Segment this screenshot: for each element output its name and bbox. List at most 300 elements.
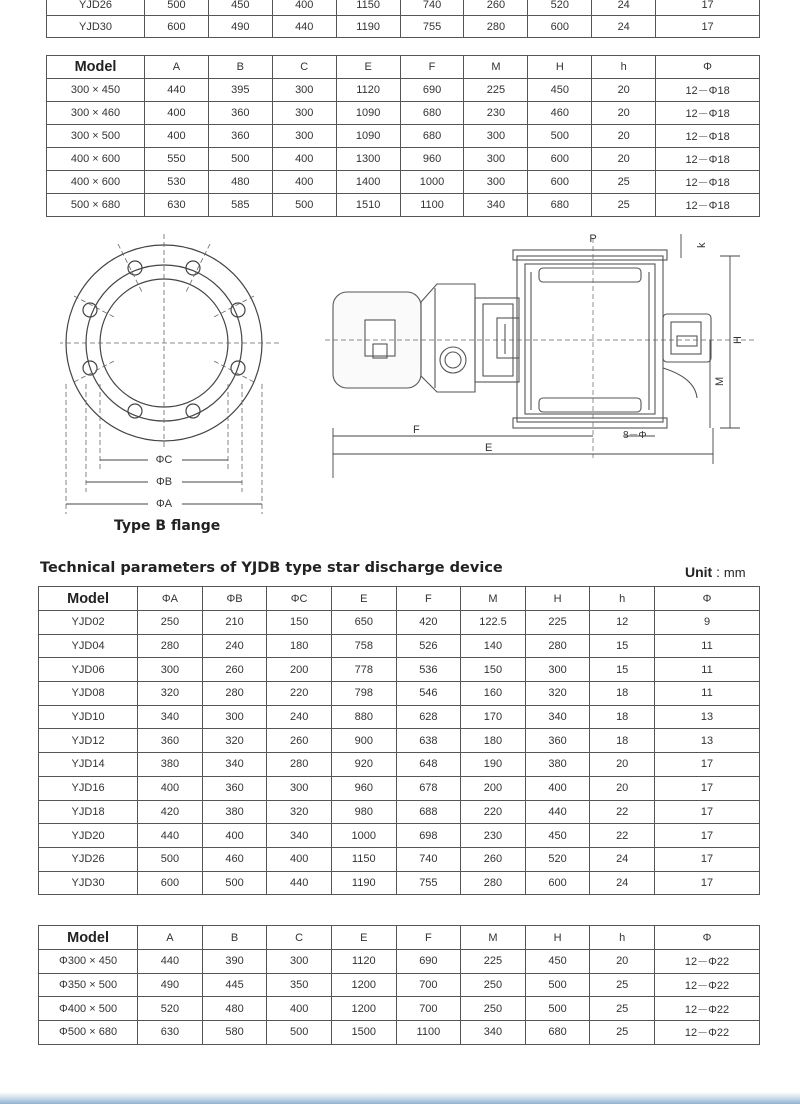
table-cell: 740 [396,847,461,871]
table-cell: 220 [461,800,526,824]
table-cell: 300 [202,705,267,729]
table-cell: 700 [396,973,461,997]
table-cell: 300 [138,658,203,682]
table-cell: 500 [272,194,336,217]
table-cell: 340 [202,753,267,777]
column-header: A [145,56,209,79]
table-cell: 340 [138,705,203,729]
table-cell: 220 [267,682,332,706]
table-cell: 24 [590,871,655,895]
table-cell: 20 [592,79,656,102]
bolt-spec-label: 8－Φ [623,430,647,441]
table-row [39,634,760,658]
table-cell: 1150 [331,847,396,871]
table-cell: YJD10 [39,705,138,729]
table-cell: 12－Φ18 [656,194,760,217]
table-cell: 880 [331,705,396,729]
table-cell: 600 [528,16,592,38]
column-header: ΦA [138,587,203,611]
table-cell: 1200 [331,997,396,1021]
table-cell: 240 [267,705,332,729]
table-cell: 170 [461,705,526,729]
bottom-banner-edge [0,1092,800,1104]
table-cell: 300 [272,125,336,148]
table-cell: 13 [655,729,760,753]
table-cell: 648 [396,753,461,777]
table-cell: 900 [331,729,396,753]
table-cell: 440 [138,950,203,974]
table-cell: 360 [525,729,590,753]
section-title: Technical parameters of YJDB type star discharge device [40,560,503,576]
table-cell: 300 [464,148,528,171]
table-cell: 11 [655,682,760,706]
table-row [39,729,760,753]
table-cell: 1500 [331,1021,396,1045]
column-header: M [461,926,526,950]
table-cell: 20 [592,148,656,171]
table-cell: 320 [267,800,332,824]
table-cell: 15 [590,658,655,682]
type-b-flange-drawing [60,234,320,514]
table-cell: 12－Φ18 [656,125,760,148]
table-row [47,125,760,148]
table-cell: 11 [655,658,760,682]
table-cell: YJD30 [39,871,138,895]
table-cell: 300 [272,102,336,125]
unit-note [685,564,746,580]
table-cell: 180 [267,634,332,658]
table-cell: 160 [461,682,526,706]
table-cell: 140 [461,634,526,658]
table-cell: 190 [461,753,526,777]
table-cell: 12 [590,611,655,635]
table-cell: 300 [267,950,332,974]
column-header: B [202,926,267,950]
table-cell: 260 [202,658,267,682]
table-cell: Φ350 × 500 [39,973,138,997]
column-header: h [592,56,656,79]
table-cell: 260 [267,729,332,753]
column-header: F [400,56,464,79]
table-cell: 500 [528,125,592,148]
table-cell: 150 [461,658,526,682]
table-cell: YJD12 [39,729,138,753]
table-cell: 20 [592,125,656,148]
table-cell: 18 [590,729,655,753]
table-row [39,658,760,682]
table-cell: 536 [396,658,461,682]
table-cell: 480 [208,171,272,194]
table-cell: 400 × 600 [47,148,145,171]
column-header: h [590,926,655,950]
table-cell: 360 [208,102,272,125]
table-cell: 280 [138,634,203,658]
table-cell: 600 [528,148,592,171]
table-cell: 340 [267,824,332,848]
table-cell: YJD16 [39,776,138,800]
table-cell: YJD30 [47,16,145,38]
table-cell: 530 [145,171,209,194]
table-cell: 15 [590,634,655,658]
table-cell: 240 [202,634,267,658]
table-cell: 340 [464,194,528,217]
table-cell: 500 [525,997,590,1021]
table-cell: 546 [396,682,461,706]
table-cell: 628 [396,705,461,729]
table-cell: 690 [400,79,464,102]
table-cell: 20 [592,102,656,125]
table-cell: 520 [528,0,592,16]
table-cell: 22 [590,824,655,848]
table-cell: 490 [138,973,203,997]
table-cell: YJD26 [47,0,145,16]
table-cell: 520 [138,997,203,1021]
table-cell: 11 [655,634,760,658]
table-cell: 17 [656,16,760,38]
table-cell: 360 [208,125,272,148]
table-cell: 1100 [400,194,464,217]
table-cell: 460 [528,102,592,125]
table-cell: 12－Φ22 [655,950,760,974]
table-cell: 13 [655,705,760,729]
table-cell: 280 [267,753,332,777]
table-cell: Φ500 × 680 [39,1021,138,1045]
table-cell: 9 [655,611,760,635]
table-cell: 380 [138,753,203,777]
table-cell: 150 [267,611,332,635]
table-cell: 24 [592,16,656,38]
table-cell: 17 [655,847,760,871]
column-header: F [396,587,461,611]
table-cell: 526 [396,634,461,658]
table-row [39,871,760,895]
table-cell: 340 [461,1021,526,1045]
table-row [39,800,760,824]
table-cell: 20 [590,950,655,974]
table-cell: 758 [331,634,396,658]
table-cell: 638 [396,729,461,753]
table-cell: 450 [525,824,590,848]
table-cell: 25 [590,1021,655,1045]
table-cell: 340 [525,705,590,729]
table-cell: 1150 [336,0,400,16]
table-cell: 400 × 600 [47,171,145,194]
table-cell: 250 [461,997,526,1021]
table-cell: 320 [525,682,590,706]
table-row [47,171,760,194]
table-row [39,611,760,635]
table-row [39,997,760,1021]
table-cell: 450 [208,0,272,16]
table-cell: 400 [202,824,267,848]
table-cell: 400 [145,102,209,125]
table-cell: 1400 [336,171,400,194]
table-cell: 320 [202,729,267,753]
table-cell: 300 [267,776,332,800]
table-cell: 12－Φ18 [656,148,760,171]
table-row [39,973,760,997]
table-cell: 1190 [331,871,396,895]
table-cell: 440 [138,824,203,848]
table-cell: 500 [267,1021,332,1045]
table-cell: 680 [525,1021,590,1045]
table-cell: 1190 [336,16,400,38]
table-cell: 400 [525,776,590,800]
table-cell: 260 [464,0,528,16]
table-cell: 400 [145,125,209,148]
table-cell: 300 [525,658,590,682]
table-row [39,705,760,729]
table-cell: 200 [267,658,332,682]
column-header: Model [39,587,138,611]
table-cell: 600 [145,16,209,38]
table-cell: 460 [202,847,267,871]
table-cell: 230 [464,102,528,125]
phi-b-label: ΦB [155,476,173,488]
table-cell: 17 [655,824,760,848]
table-cell: 350 [267,973,332,997]
column-header: Φ [655,587,760,611]
table-cell: 25 [590,973,655,997]
table-cell: 225 [461,950,526,974]
table-cell: 600 [525,871,590,895]
table-cell: 200 [461,776,526,800]
table-cell: 600 [138,871,203,895]
table-cell: 122.5 [461,611,526,635]
column-header: Model [47,56,145,79]
table-cell: 960 [331,776,396,800]
table-cell: YJD26 [39,847,138,871]
table-cell: 230 [461,824,526,848]
table-cell: YJD08 [39,682,138,706]
table-row [39,776,760,800]
m-label: M [714,376,726,386]
table-cell: 600 [528,171,592,194]
table-row [47,102,760,125]
flange-size-table-a [46,55,760,217]
table-cell: 500 × 680 [47,194,145,217]
table-cell: 580 [202,1021,267,1045]
table-cell: 520 [525,847,590,871]
table-row [47,79,760,102]
table-cell: 1510 [336,194,400,217]
table-cell: 390 [202,950,267,974]
table-cell: 690 [396,950,461,974]
table-cell: 225 [464,79,528,102]
f-label: F [413,424,420,436]
column-header: H [525,926,590,950]
table-cell: 360 [138,729,203,753]
column-header: A [138,926,203,950]
table-cell: 1200 [331,973,396,997]
table-cell: 698 [396,824,461,848]
table-cell: 740 [400,0,464,16]
table-cell: 18 [590,682,655,706]
table-cell: 12－Φ18 [656,79,760,102]
table-cell: 400 [272,148,336,171]
table-cell: 440 [272,16,336,38]
column-header: Φ [655,926,760,950]
table-row [39,753,760,777]
table-cell: 20 [590,753,655,777]
table-cell: 1120 [336,79,400,102]
column-header: M [461,587,526,611]
table-cell: YJD04 [39,634,138,658]
column-header: C [272,56,336,79]
table-cell: 980 [331,800,396,824]
table-cell: 1100 [396,1021,461,1045]
table-cell: 440 [267,871,332,895]
table-cell: 300 [464,125,528,148]
e-label: E [485,442,493,454]
table-cell: 395 [208,79,272,102]
table-cell: 420 [396,611,461,635]
table-cell: 680 [400,125,464,148]
top-partial-table [46,0,760,38]
table-cell: 210 [202,611,267,635]
column-header: ΦC [267,587,332,611]
table-cell: YJD06 [39,658,138,682]
table-cell: 12－Φ22 [655,1021,760,1045]
table-row [47,148,760,171]
p-label: P [589,233,597,245]
table-row [39,847,760,871]
table-cell: 480 [202,997,267,1021]
column-header: H [525,587,590,611]
column-header: E [336,56,400,79]
unit-value: mm [723,565,746,580]
table-cell: 280 [461,871,526,895]
side-view-drawing [325,228,755,488]
table-cell: 550 [145,148,209,171]
table-row [39,1021,760,1045]
table-cell: 490 [208,16,272,38]
table-row [47,0,760,16]
table-cell: 22 [590,800,655,824]
table-cell: 1120 [331,950,396,974]
flange-caption: Type B flange [114,518,221,534]
flange-size-table-b [38,925,760,1045]
table-cell: 12－Φ18 [656,102,760,125]
h-label: H [732,336,744,344]
phi-c-label: ΦC [155,454,173,466]
table-cell: 500 [202,871,267,895]
table-cell: 17 [655,776,760,800]
table-cell: 400 [267,997,332,1021]
table-row [39,682,760,706]
column-header: H [528,56,592,79]
table-cell: 650 [331,611,396,635]
table-cell: 1000 [400,171,464,194]
table-cell: 798 [331,682,396,706]
table-cell: Φ400 × 500 [39,997,138,1021]
table-row [39,824,760,848]
table-cell: 300 × 500 [47,125,145,148]
table-cell: 400 [138,776,203,800]
table-cell: 630 [138,1021,203,1045]
table-cell: 300 × 450 [47,79,145,102]
table-cell: 400 [267,847,332,871]
table-cell: 1000 [331,824,396,848]
table-cell: 778 [331,658,396,682]
table-cell: 630 [145,194,209,217]
table-cell: 225 [525,611,590,635]
table-cell: YJD18 [39,800,138,824]
table-cell: 250 [138,611,203,635]
table-cell: 700 [396,997,461,1021]
table-cell: YJD14 [39,753,138,777]
phi-a-label: ΦA [155,498,173,510]
table-cell: 1090 [336,102,400,125]
table-cell: 25 [590,997,655,1021]
column-header: B [208,56,272,79]
table-cell: 500 [138,847,203,871]
table-row [47,16,760,38]
unit-label: Unit [685,564,713,580]
table-cell: 500 [208,148,272,171]
table-cell: 12－Φ22 [655,973,760,997]
table-cell: 360 [202,776,267,800]
table-cell: 18 [590,705,655,729]
table-cell: 960 [400,148,464,171]
table-cell: 500 [525,973,590,997]
table-cell: 17 [656,0,760,16]
table-cell: 680 [528,194,592,217]
table-cell: 380 [525,753,590,777]
table-cell: 400 [272,171,336,194]
column-header: E [331,926,396,950]
table-cell: 500 [145,0,209,16]
table-row [47,194,760,217]
table-cell: 300 [272,79,336,102]
column-header: C [267,926,332,950]
column-header: h [590,587,655,611]
table-cell: 280 [464,16,528,38]
table-row [39,950,760,974]
table-cell: 20 [590,776,655,800]
table-cell: 280 [525,634,590,658]
table-cell: 445 [202,973,267,997]
table-cell: 17 [655,753,760,777]
table-header-row [47,56,760,79]
column-header: F [396,926,461,950]
k-label: k [696,242,708,248]
table-cell: 260 [461,847,526,871]
table-cell: Φ300 × 450 [39,950,138,974]
table-cell: 440 [525,800,590,824]
table-cell: 250 [461,973,526,997]
table-cell: YJD20 [39,824,138,848]
table-cell: 678 [396,776,461,800]
table-cell: 755 [396,871,461,895]
table-cell: 12－Φ18 [656,171,760,194]
table-cell: 180 [461,729,526,753]
table-cell: 450 [528,79,592,102]
table-cell: 680 [400,102,464,125]
table-cell: 24 [590,847,655,871]
table-header-row [39,926,760,950]
table-cell: 1300 [336,148,400,171]
table-cell: 1090 [336,125,400,148]
table-cell: 25 [592,171,656,194]
table-cell: 320 [138,682,203,706]
table-cell: 24 [592,0,656,16]
table-cell: 755 [400,16,464,38]
table-cell: 585 [208,194,272,217]
table-cell: 25 [592,194,656,217]
table-cell: 380 [202,800,267,824]
table-cell: 17 [655,871,760,895]
